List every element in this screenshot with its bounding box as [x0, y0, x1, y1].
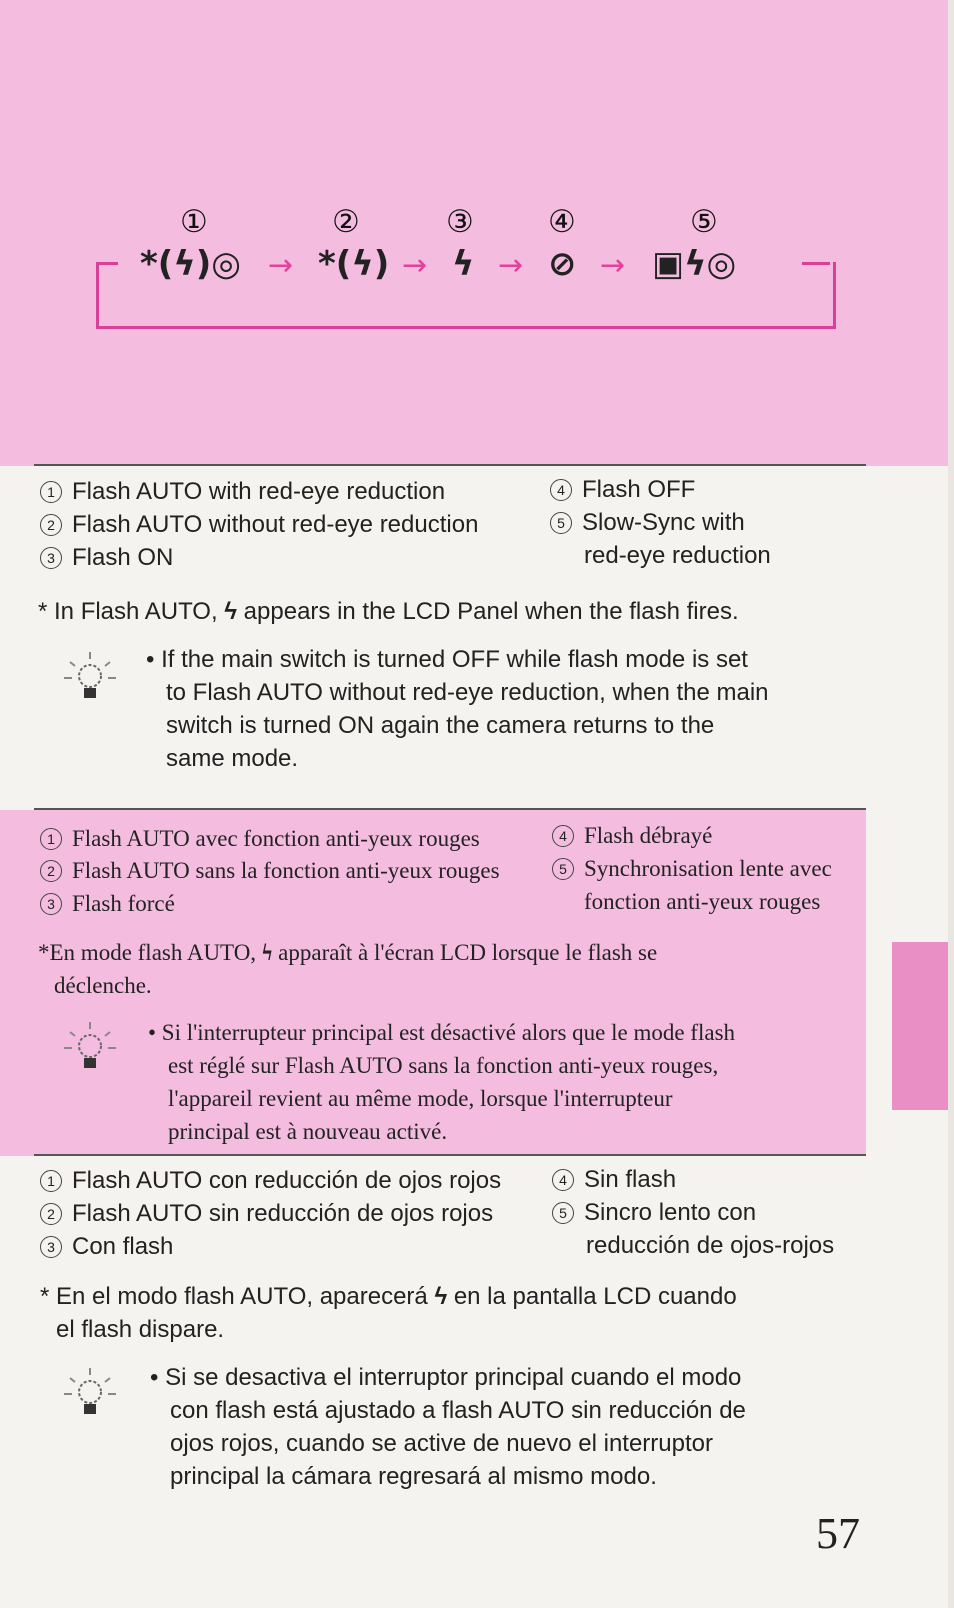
- item-number: 5: [550, 512, 572, 534]
- section-tab-marker: [892, 942, 954, 1110]
- flash-off-icon: ⊘: [548, 244, 577, 284]
- list-item: [40, 826, 480, 852]
- item-number: 2: [40, 1203, 62, 1225]
- item-number: 4: [550, 479, 572, 501]
- item-label: Flash AUTO sans la fonction anti-yeux rouges: [72, 858, 500, 883]
- tip-line: con flash está ajustado a flash AUTO sin reducción de: [170, 1397, 746, 1424]
- item-label: Synchronisation lente avec: [584, 856, 832, 881]
- section-divider: [34, 808, 866, 810]
- mode-number-3: ③: [446, 204, 474, 240]
- item-number: 3: [40, 547, 62, 569]
- lightbulb-tip-icon: [60, 1364, 120, 1428]
- item-label: Flash OFF: [582, 476, 696, 503]
- tip-line: same mode.: [166, 745, 299, 772]
- tip-line: l'appareil revient au même mode, lorsque l'interrupteur: [168, 1086, 673, 1111]
- cycle-return-tick: [802, 262, 830, 265]
- item-label: Flash AUTO con reducción de ojos rojos: [72, 1167, 502, 1194]
- tip-line: • If the main switch is turned OFF while flash mode is set: [146, 646, 748, 673]
- item-label: Flash AUTO with red-eye reduction: [72, 478, 446, 505]
- item-number: 5: [552, 858, 574, 880]
- footnote: [38, 598, 739, 626]
- tip-line: • Si se desactiva el interruptor principal cuando el modo: [150, 1364, 742, 1391]
- arrow-right-icon: →: [268, 248, 294, 283]
- tip-line: • Si l'interrupteur principal est désactivé alors que le mode flash: [148, 1020, 736, 1045]
- footnote-start: *En mode flash AUTO,: [38, 940, 257, 965]
- flash-auto-red-eye-icon: *(ϟ)◎: [140, 244, 241, 284]
- slow-sync-red-eye-icon: ▣ϟ◎: [652, 244, 737, 284]
- item-number: 2: [40, 860, 62, 882]
- lightbulb-tip-icon: [60, 648, 120, 712]
- tip-line: est réglé sur Flash AUTO sans la fonction anti-yeux rouges,: [168, 1053, 719, 1078]
- page-edge: [948, 0, 954, 1608]
- list-item: [40, 858, 500, 884]
- item-number: 2: [40, 514, 62, 536]
- item-label: Flash AUTO without red-eye reduction: [72, 511, 479, 538]
- footnote-start: * In Flash AUTO,: [38, 598, 218, 625]
- list-item: [40, 1167, 501, 1195]
- item-number: 4: [552, 825, 574, 847]
- item-number: 1: [40, 481, 62, 503]
- item-label-continued: red-eye reduction: [584, 542, 771, 569]
- mode-number-1: ①: [180, 204, 208, 240]
- item-label: Flash ON: [72, 544, 174, 571]
- tip-line: principal la cámara regresará al mismo modo.: [170, 1463, 657, 1490]
- page-number: 57: [816, 1509, 860, 1558]
- list-item: [550, 476, 695, 504]
- tip-line: principal est à nouveau activé.: [168, 1119, 448, 1144]
- tip-line: switch is turned ON again the camera returns to the: [166, 712, 715, 739]
- list-item: [40, 544, 173, 572]
- item-label: Flash forcé: [72, 891, 175, 916]
- list-item: [40, 1233, 173, 1261]
- footnote-continued: déclenche.: [54, 973, 152, 998]
- flash-icon: ϟ: [224, 598, 237, 625]
- mode-number-4: ④: [548, 204, 576, 240]
- section-divider: [34, 464, 866, 466]
- flash-icon: ϟ: [261, 940, 273, 965]
- footnote-start: * En el modo flash AUTO, aparecerá: [40, 1283, 428, 1310]
- flash-auto-icon: *(ϟ): [318, 244, 390, 284]
- arrow-right-icon: →: [402, 248, 428, 283]
- item-number: 3: [40, 1236, 62, 1258]
- item-label-continued: fonction anti-yeux rouges: [584, 889, 821, 914]
- arrow-right-icon: →: [498, 248, 524, 283]
- list-item: [550, 509, 745, 537]
- lightbulb-tip-icon: [60, 1018, 120, 1082]
- mode-number-5: ⑤: [690, 204, 718, 240]
- item-number: 3: [40, 893, 62, 915]
- item-number: 4: [552, 1169, 574, 1191]
- item-label: Slow-Sync with: [582, 509, 745, 536]
- list-item: [40, 1200, 493, 1228]
- cycle-return-arrow: [96, 262, 118, 265]
- footnote: [38, 940, 657, 966]
- arrow-right-icon: →: [600, 248, 626, 283]
- item-label-continued: reducción de ojos-rojos: [586, 1232, 835, 1259]
- mode-number-2: ②: [332, 204, 360, 240]
- item-label: Flash AUTO sin reducción de ojos rojos: [72, 1200, 494, 1227]
- item-label: Flash débrayé: [584, 823, 713, 848]
- list-item: [552, 1166, 676, 1194]
- list-item: [552, 856, 832, 882]
- footnote-continued: el flash dispare.: [56, 1316, 225, 1343]
- item-number: 5: [552, 1202, 574, 1224]
- footnote: [40, 1283, 737, 1311]
- flash-icon: ϟ: [434, 1283, 448, 1310]
- footnote-end: apparaît à l'écran LCD lorsque le flash se: [278, 940, 658, 965]
- list-item: [552, 823, 712, 849]
- flash-on-icon: ϟ: [452, 244, 475, 284]
- footnote-end: appears in the LCD Panel when the flash fires.: [243, 598, 739, 625]
- list-item: [552, 1199, 756, 1227]
- item-label: Flash AUTO avec fonction anti-yeux rouges: [72, 826, 480, 851]
- item-number: 1: [40, 1170, 62, 1192]
- item-label: Con flash: [72, 1233, 174, 1260]
- tip-line: ojos rojos, cuando se active de nuevo el interruptor: [170, 1430, 713, 1457]
- section-divider: [34, 1154, 866, 1156]
- item-number: 1: [40, 828, 62, 850]
- list-item: [40, 891, 175, 917]
- cycle-return-line: [96, 262, 836, 329]
- footnote-end: en la pantalla LCD cuando: [453, 1283, 737, 1310]
- tip-line: to Flash AUTO without red-eye reduction, when the main: [166, 679, 769, 706]
- item-label: Sincro lento con: [584, 1199, 757, 1226]
- item-label: Sin flash: [584, 1166, 677, 1193]
- diagram-background: [0, 0, 954, 466]
- list-item: [40, 478, 445, 506]
- list-item: [40, 511, 478, 539]
